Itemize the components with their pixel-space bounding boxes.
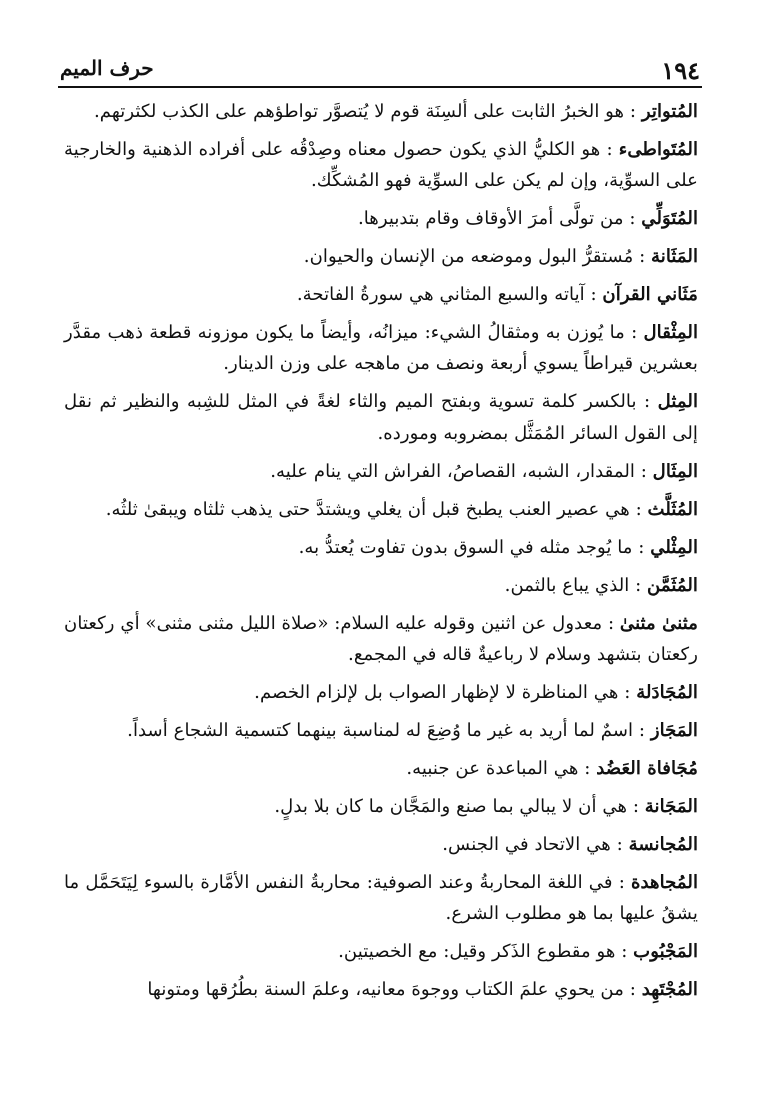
entry	[64, 677, 698, 708]
entry-definition: : هو مقطوع الذَكر وقيل: مع الخصيتين.	[338, 941, 634, 963]
entry	[64, 715, 698, 746]
entry-definition: : بالكسر كلمة تسوية وبفتح الميم والثاء لغةً في المثل للشِبه والنظير ثم نقل إلى القول السائر المُمَثَّل بمضروبه ومورده.	[64, 391, 698, 444]
entry-term: المُتواتِر	[641, 101, 698, 122]
entry-definition: : من تولَّى أمرَ الأوقاف وقام بتدبيرها.	[357, 208, 642, 230]
entry	[64, 386, 698, 448]
entry-term: المُثَلَّث	[647, 498, 698, 520]
entry-term: المِثْقال	[643, 322, 698, 344]
entry-definition: : اسمٌ لما أريد به غير ما وُضِعَ له لمناسبة بينهما كتسمية الشجاع أسداً.	[127, 719, 651, 741]
entry-term: المُتَواطىء	[618, 139, 698, 160]
entry-definition: : المقدار، الشبه، القصاصُ، الفراش التي ينام عليه.	[270, 460, 653, 482]
entry-definition: : هي الاتحاد في الجنس.	[442, 833, 629, 855]
entry-term: المِثل	[657, 391, 698, 413]
entry	[64, 456, 698, 487]
entry-definition: : من يحوي علمَ الكتاب ووجوهَ معانيه، وعلمَ السنة بطُرُقها ومتونها	[147, 979, 642, 1001]
entry-definition: : آياته والسبع المثاني هي سورةُ الفاتحة.	[296, 284, 603, 306]
entry-definition: : هي عصير العنب يطبخ قبل أن يغلي ويشتدَّ حتى يذهب ثلثاه ويبقىٰ ثلثُه.	[105, 498, 648, 520]
entry-term: مَثَاني القرآن	[602, 284, 698, 306]
entry	[64, 279, 698, 310]
entry	[64, 203, 698, 234]
entry-term: المُجْتَهِد	[641, 979, 698, 1001]
entry-definition: : ما يُوزن به ومثقالُ الشيء: ميزانُه، وأيضاً ما يكون موزونه قطعة ذهب مقدَّر بعشرين قيراطاً يسوي أربعة ونصف من ماهجه على وزن الدينار.	[64, 322, 698, 375]
entry-definition: : هو الخبرُ الثابت على ألسِنَة قوم لا يُتصوَّر تواطؤهم على الكذب لكثرتهم.	[93, 101, 642, 122]
entry	[64, 974, 698, 1005]
entry-definition: : في اللغة المحاربةُ وعند الصوفية: محاربةُ النفس الأمَّارة بالسوء لِيَتَحَمَّل ما يشقُ عليها بما هو مطلوب الشرع.	[64, 871, 698, 925]
entry-definition: : هي المباعدة عن جنبيه.	[406, 757, 597, 779]
entry-term: المُثَمَّن	[647, 574, 698, 596]
header-rule	[58, 86, 702, 88]
entry-definition: : ما يُوجد مثله في السوق بدون تفاوت يُعتدُّ به.	[298, 536, 651, 558]
entry-term: مُجَافاة العَضُد	[596, 757, 698, 779]
entry	[64, 936, 698, 967]
entry-definition: : هي المناظرة لا لإظهار الصواب بل لإلزام الخصم.	[254, 681, 637, 703]
entry-term: المَجَانة	[644, 795, 698, 817]
entry	[64, 829, 698, 860]
entry-term: المِثْلي	[650, 536, 698, 558]
entry-term: المُجانسة	[628, 833, 698, 855]
entry-term: المُجاهدة	[630, 871, 698, 893]
entry	[64, 791, 698, 822]
entry	[64, 241, 698, 272]
entry	[64, 532, 698, 563]
entry	[64, 96, 698, 127]
entry-definition: : هو الكليُّ الذي يكون حصول معناه وصِدْقُه على أفراده الذهنية والخارجية على السوِّية، وإن لم يكن على السوِّية فهو المُشكِّك.	[64, 139, 698, 192]
page-number: ١٩٤	[661, 56, 700, 85]
running-title: حرف الميم	[60, 56, 154, 80]
entry	[64, 570, 698, 601]
entry-term: المَثَانة	[651, 246, 698, 268]
entry-definition: : مُستقرُّ البول وموضعه من الإنسان والحيوان.	[303, 246, 652, 268]
page-header	[58, 52, 702, 84]
entry	[64, 494, 698, 525]
entry	[64, 134, 698, 196]
dictionary-entries	[64, 96, 698, 1012]
entry-term: مثنىٰ مثنىٰ	[619, 612, 698, 634]
entry-term: المُجَادَلة	[636, 681, 698, 703]
entry-term: المُتَوَلِّي	[641, 208, 698, 230]
entry-definition: : الذي يباع بالثمن.	[504, 574, 648, 596]
entry	[64, 608, 698, 670]
entry	[64, 753, 698, 784]
entry-definition: : هي أن لا يبالي بما صنع والمَجَّان ما كان بلا بدلٍ.	[274, 795, 645, 817]
entry-term: المَجْبُوب	[633, 941, 698, 963]
entry	[64, 317, 698, 379]
entry-term: المَجَاز	[650, 719, 698, 741]
entry-definition: : معدول عن اثنين وقوله عليه السلام: «صلاة الليل مثنى مثنى» أي ركعتان ركعتان بتشهد وسلام لا رباعيةٌ قاله في المجمع.	[63, 612, 698, 665]
entry	[64, 867, 698, 929]
entry-term: المِثَال	[652, 460, 698, 482]
